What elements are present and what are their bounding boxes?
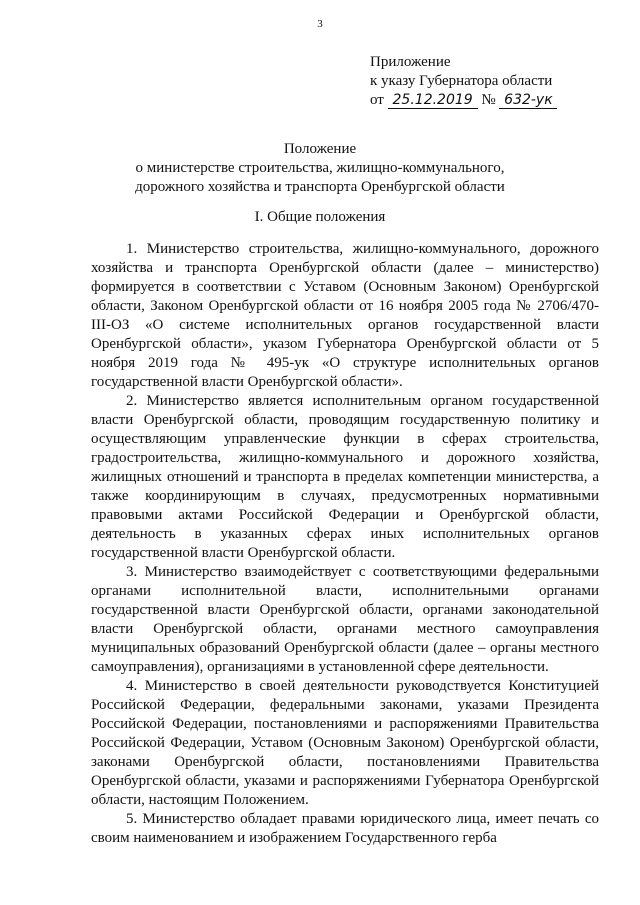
section-title: I. Общие положения (254, 209, 386, 225)
handwritten-number: 632-ук (499, 93, 557, 109)
title-line-1: Положение (283, 141, 357, 157)
number-prefix: № (481, 92, 496, 108)
document-body (91, 240, 599, 848)
paragraph-3: 3. Министерство взаимодействует с соответствующими федеральными органами исполнительной власти, исполнительными органами государственной власти Оренбургской области, органами законодательной власти Оренбургской области, органами местного самоуправления муниципальных образований Оренбургской области (далее – органы местного самоуправления), организациями в установленной сфере деятельности. (91, 564, 599, 675)
title-line-2: о министерстве строительства, жилищно-коммунального, (135, 160, 505, 176)
date-prefix: от (370, 92, 384, 108)
paragraph-4: 4. Министерство в своей деятельности руководствуется Конституцией Российской Федерации, федеральными законами, указами Президента Российской Федерации, постановлениями и распоряжениями Правительства Российской Федерации, Уставом (Основным Законом) Оренбургской области, законами Оренбургской области, постановлениями Правительства Оренбургской области, указами и распоряжениями Губернатора Оренбургской области, настоящим Положением. (91, 678, 599, 808)
paragraph-1: 1. Министерство строительства, жилищно-коммунального, дорожного хозяйства и транспорта Оренбургской области (далее – министерство) формируется в соответствии с Уставом (Основным Законом) Оренбургской области, Законом Оренбургской области от 16 ноября 2005 года № 2706/470-III-ОЗ «О системе исполнительных органов государственной власти Оренбургской области», указом Губернатора Оренбургской области от 5 ноября 2019 года № 495-ук «О структуре исполнительных органов государственной власти Оренбургской области». (91, 241, 599, 390)
handwritten-date: 25.12.2019 (388, 93, 478, 109)
paragraph-5: 5. Министерство обладает правами юридического лица, имеет печать со своим наименованием и изображением Государственного герба (91, 811, 599, 846)
title-line-3: дорожного хозяйства и транспорта Оренбургской области (135, 179, 505, 195)
document-title (0, 140, 640, 197)
paragraph-2: 2. Министерство является исполнительным органом государственной власти Оренбургской области, проводящим государственную политику и осуществляющим управленческие функции в сферах строительства, градостроительства, жилищно-коммунального и дорожного хозяйства, жилищных отношений и транспорта в пределах компетенции министерства, а также координирующим в случаях, предусмотренных нормативными правовыми актами Российской Федерации и Оренбургской области, деятельность в указанных сферах иных исполнительных органов государственной власти Оренбургской области. (91, 393, 599, 561)
appendix-reference: к указу Губернатора области (370, 73, 553, 89)
appendix-heading: Приложение (370, 54, 451, 70)
appendix-block (370, 53, 620, 110)
page-number: 3 (317, 18, 323, 30)
appendix-date-line (370, 91, 620, 110)
